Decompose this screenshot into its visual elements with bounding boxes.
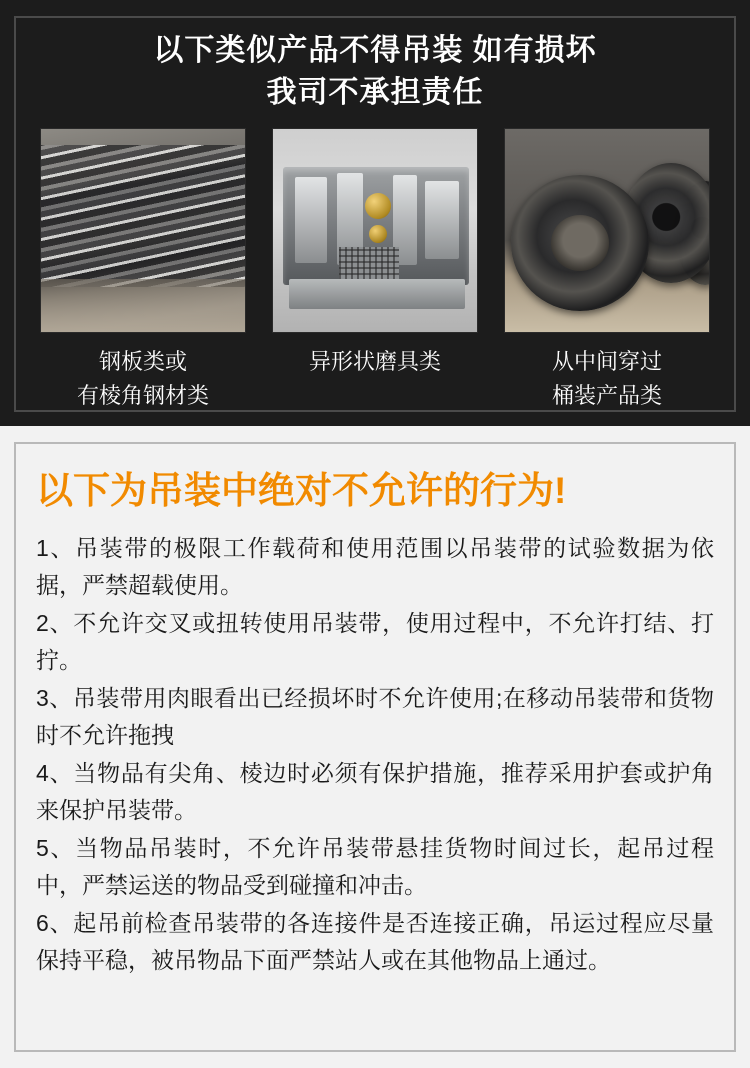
top-title-line1: 以下类似产品不得吊装 如有损坏: [153, 34, 597, 67]
product-caption-1: [77, 345, 209, 413]
prohibited-actions-section: [0, 426, 750, 1068]
product-caption-3: [552, 345, 662, 413]
forbidden-products-section: [0, 0, 750, 426]
rule-item-2: 2、不允许交叉或扭转使用吊装带，使用过程中，不允许打结、打拧。: [36, 610, 714, 673]
rule-item-1: 1、吊装带的极限工作载荷和使用范围以吊装带的试验数据为依据，严禁超载使用。: [36, 535, 714, 598]
product-caption-1-line2: 有棱角钢材类: [76, 383, 209, 408]
steel-coils-photo: [504, 128, 710, 333]
product-caption-1-line1: 钢板类或: [98, 349, 187, 374]
rule-item-6: 6、起吊前检查吊装带的各连接件是否连接正确，吊运过程应尽量保持平稳，被吊物品下面严禁站人或在其他物品上通过。: [36, 910, 714, 973]
irregular-mould-photo: [272, 128, 478, 333]
warning-heading: 以下为吊装中绝对不允许的行为!: [36, 470, 567, 511]
mould-base-plate: [289, 279, 465, 309]
bottom-panel-frame: [14, 442, 736, 1052]
mould-mesh-panel: [339, 247, 399, 281]
product-caption-2-line1: 异形状磨具类: [308, 349, 441, 374]
rule-item-4: 4、当物品有尖角、棱边时必须有保护措施，推荐采用护套或护角来保护吊装带。: [36, 760, 714, 823]
mould-bar-1: [295, 177, 327, 263]
top-title-line2: 我司不承担责任: [266, 76, 484, 109]
mould-brass-ring-1: [365, 193, 391, 219]
rules-list: [36, 530, 714, 979]
product-item-1: [40, 128, 246, 413]
mould-bar-4: [425, 181, 459, 259]
top-title: [16, 30, 734, 114]
product-photo-row: [16, 114, 734, 413]
steel-coil-center-hole: [551, 215, 609, 271]
product-caption-2: [309, 345, 441, 379]
rule-item-5: 5、当物品吊装时，不允许吊装带悬挂货物时间过长，起吊过程中，严禁运送的物品受到碰撞和冲击。: [36, 835, 714, 898]
product-item-3: [504, 128, 710, 413]
product-caption-3-line1: 从中间穿过: [551, 349, 662, 374]
mould-brass-ring-2: [369, 225, 387, 243]
top-panel-frame: [14, 16, 736, 412]
product-item-2: [272, 128, 478, 413]
steel-plates-photo: [40, 128, 246, 333]
product-caption-3-line2: 桶装产品类: [551, 383, 662, 408]
rule-item-3: 3、吊装带用肉眼看出已经损坏时不允许使用;在移动吊装带和货物时不允许拖拽: [36, 685, 714, 748]
